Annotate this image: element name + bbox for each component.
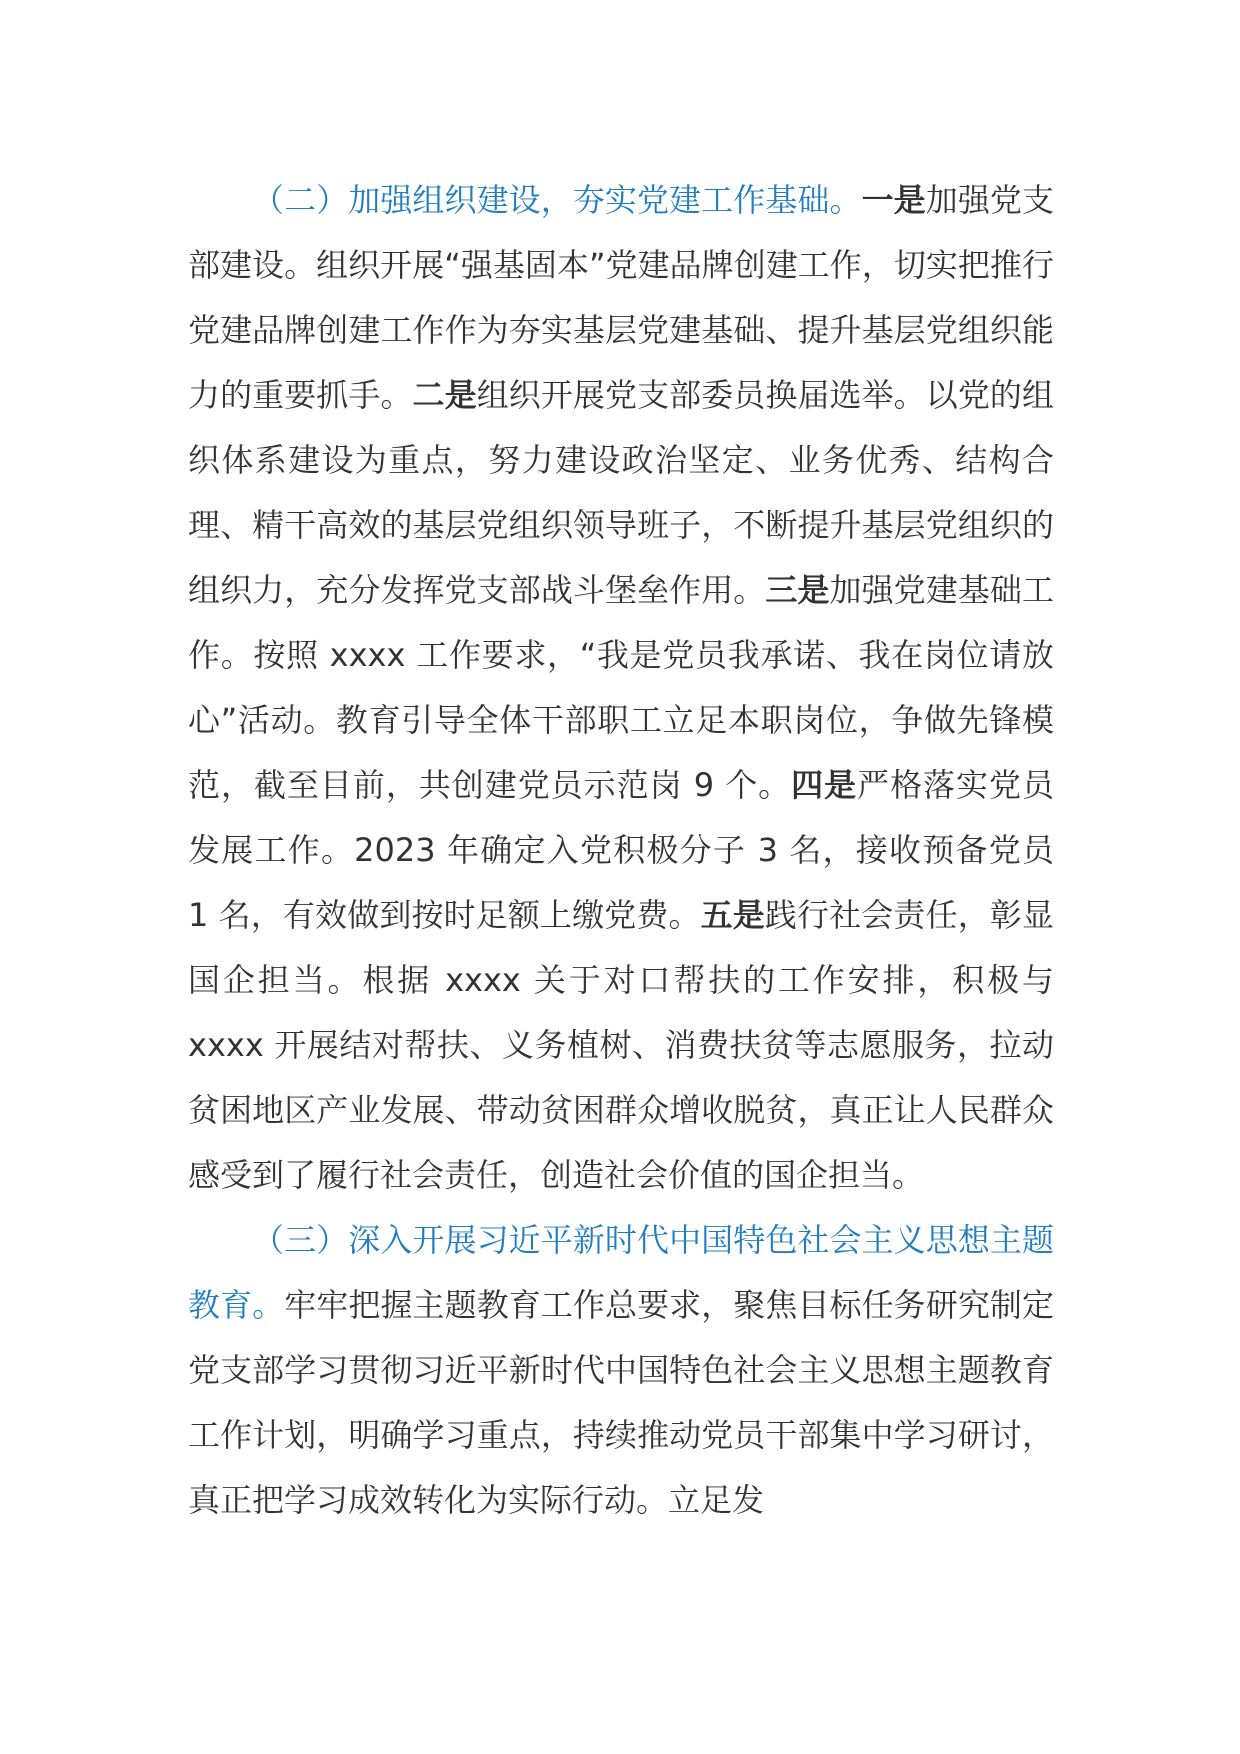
point-5-text: 践行社会责任，彰显国企担当。根据 xxxx 关于对口帮扶的工作安排，积极与 xxxx 开展结对帮扶、义务植树、消费扶贫等志愿服务，拉动贫困地区产业发展、带动贫困群众增收脱贫，真正让人民群众感受到了履行社会责任，创造社会价值的国企担当。 xyxy=(188,896,1054,1194)
section-heading-2: （二）加强组织建设，夯实党建工作基础。 xyxy=(252,181,862,219)
point-4-label: 四是 xyxy=(791,766,858,804)
theme-education-text: 牢牢把握主题教育工作总要求，聚焦目标任务研究制定党支部学习贯彻习近平新时代中国特色社会主义思想主题教育工作计划，明确学习重点，持续推动党员干部集中学习研讨，真正把学习成效转化为实际行动。立足发 xyxy=(188,1286,1054,1519)
point-5-label: 五是 xyxy=(700,896,765,934)
paragraph-theme-education xyxy=(188,1208,1054,1533)
paragraph-organization-building xyxy=(188,168,1054,1208)
document-page xyxy=(188,168,1054,1533)
point-3-label: 三是 xyxy=(765,571,830,609)
point-2-label: 二是 xyxy=(412,376,477,414)
section-heading-3: （三）深入开展习近平新时代中国特色社会主义思想主题教育。 xyxy=(188,1221,1054,1324)
point-1-text: 加强党支部建设。组织开展“强基固本”党建品牌创建工作，切实把推行党建品牌创建工作作为夯实基层党建基础、提升基层党组织能力的重要抓手。 xyxy=(188,181,1054,414)
point-4-text: 严格落实党员发展工作。2023 年确定入党积极分子 3 名，接收预备党员 1 名，有效做到按时足额上缴党费。 xyxy=(188,766,1054,934)
point-2-text: 组织开展党支部委员换届选举。以党的组织体系建设为重点，努力建设政治坚定、业务优秀、结构合理、精干高效的基层党组织领导班子，不断提升基层党组织的组织力，充分发挥党支部战斗堡垒作用。 xyxy=(188,376,1054,609)
point-1-label: 一是 xyxy=(861,181,926,219)
point-3-text: 加强党建基础工作。按照 xxxx 工作要求，“我是党员我承诺、我在岗位请放心”活动。教育引导全体干部职工立足本职岗位，争做先锋模范，截至目前，共创建党员示范岗 9 个。 xyxy=(188,571,1054,804)
